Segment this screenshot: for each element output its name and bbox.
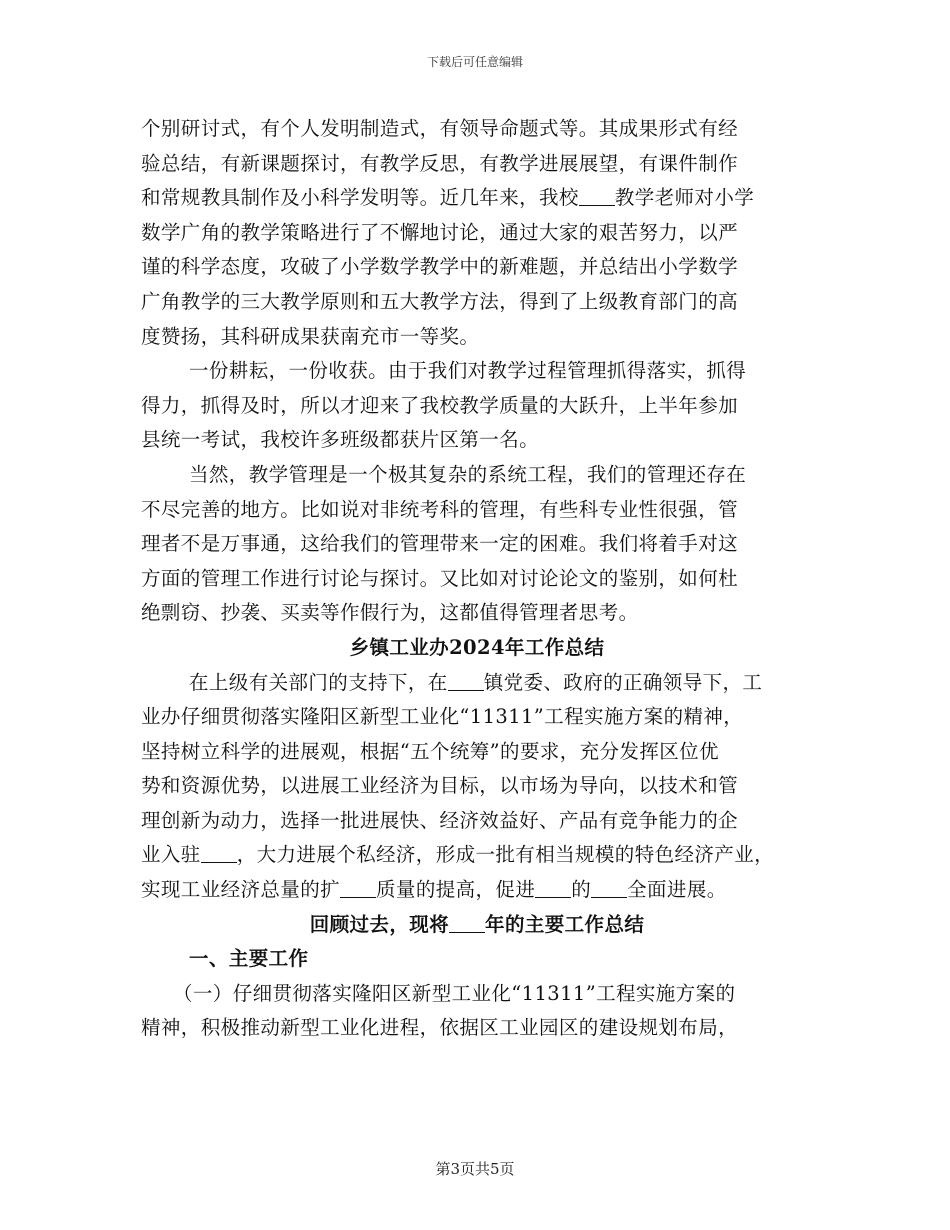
- text-line: 验总结，有新课题探讨，有教学反思，有教学进展展望，有课件制作: [141, 151, 739, 175]
- text-line: 和常规教具制作及小科学发明等。近几年来，我校 教学老师对小学: [141, 181, 813, 216]
- text-line: 势和资源优势，以进展工业经济为目标，以市场为导向，以技术和管: [141, 774, 739, 798]
- text-line: 业办仔细贯彻落实隆阳区新型工业化“11311”工程实施方案的精神，: [141, 705, 744, 729]
- text-line: 度赞扬，其科研成果获南充市一等奖。: [141, 324, 480, 348]
- text-line: 理创新为动力，选择一批进展快、经济效益好、产品有竞争能力的企: [141, 808, 739, 832]
- text-line: 实现工业经济总量的扩 质量的提高，促进 的 全面进展。: [141, 873, 813, 908]
- text-line: 县统一考试，我校许多班级都获片区第一名。: [141, 428, 540, 452]
- text-line: 当然，教学管理是一个极其复杂的系统工程，我们的管理还存在: [189, 462, 747, 486]
- text-line: 方面的管理工作进行讨论与探讨。又比如对讨论论文的鉴别，如何杜: [141, 566, 739, 590]
- text-line: （一）仔细贯彻落实隆阳区新型工业化“11311”工程实施方案的: [173, 981, 736, 1005]
- text-line: 一、主要工作: [189, 947, 309, 971]
- fill-in-blank: [449, 910, 485, 933]
- document-body: [141, 112, 813, 1046]
- section-heading: 回顾过去，现将 年的主要工作总结: [141, 908, 813, 943]
- fill-in-blank: [340, 875, 376, 898]
- text-line: 绝剽窃、抄袭、买卖等作假行为，这都值得管理者思考。: [141, 601, 639, 625]
- text-line: 广角教学的三大教学原则和五大教学方法，得到了上级教育部门的高: [141, 289, 739, 313]
- text-line: 数学广角的教学策略进行了不懈地讨论，通过大家的艰苦努力，以严: [141, 220, 739, 244]
- text-line: 个别研讨式，有个人发明制造式，有领导命题式等。其成果形式有经: [141, 117, 739, 140]
- fill-in-blank: [448, 668, 484, 691]
- fill-in-blank: [535, 875, 571, 898]
- text-line: 坚持树立科学的进展观，根据“五个统筹”的要求，充分发挥区位优: [141, 739, 719, 763]
- text-line: 理者不是万事通，这给我们的管理带来一定的困难。我们将着手对这: [141, 532, 739, 556]
- section-heading: 乡镇工业办2024年工作总结: [349, 635, 605, 659]
- fill-in-blank: [201, 840, 237, 863]
- fill-in-blank: [591, 875, 627, 898]
- page-header: 下载后可任意编辑: [426, 55, 523, 69]
- text-line: 得力，抓得及时，所以才迎来了我校教学质量的大跃升，上半年参加: [141, 393, 739, 417]
- fill-in-blank: [579, 183, 615, 206]
- text-line: 业入驻 ，大力进展个私经济，形成一批有相当规模的特色经济产业，: [141, 838, 813, 873]
- text-line: 一份耕耘，一份收获。由于我们对教学过程管理抓得落实，抓得: [189, 359, 747, 383]
- text-line: 不尽完善的地方。比如说对非统考科的管理，有些科专业性很强，管: [141, 497, 739, 521]
- text-line: 精神，积极推动新型工业化进程，依据区工业园区的建设规划布局，: [141, 1016, 739, 1040]
- text-line: 谨的科学态度，攻破了小学数学教学中的新难题，并总结出小学数学: [141, 255, 739, 279]
- page-number-footer: 第3页共5页: [435, 1160, 515, 1178]
- text-line: 在上级有关部门的支持下，在 镇党委、政府的正确领导下，工: [141, 666, 813, 701]
